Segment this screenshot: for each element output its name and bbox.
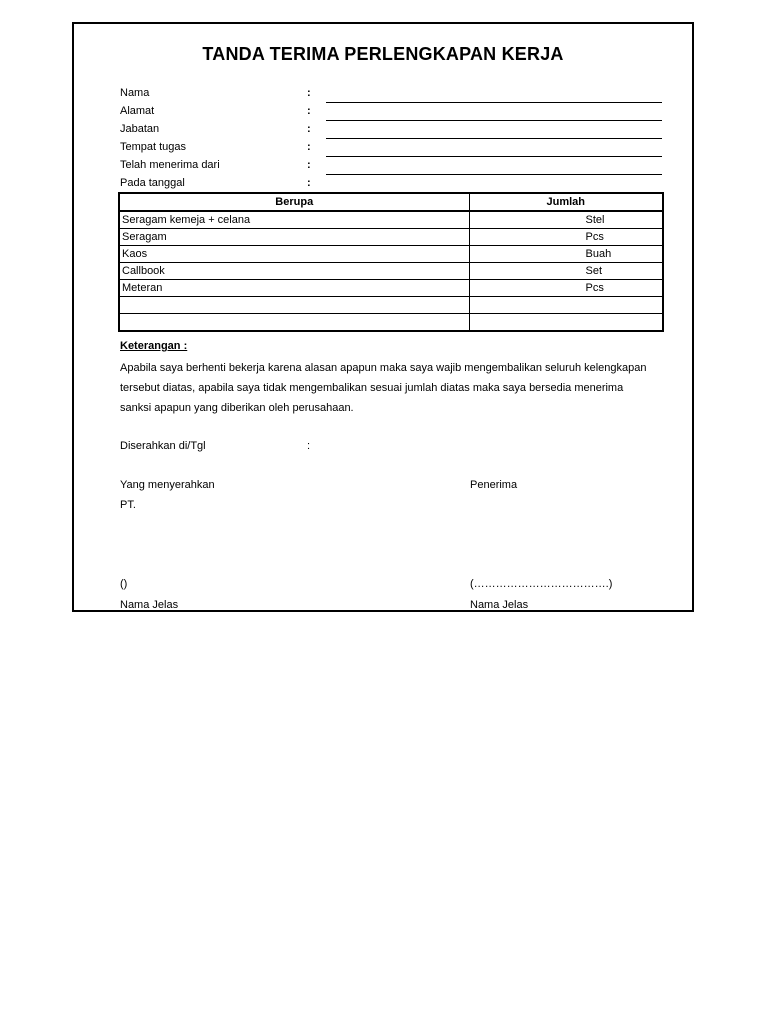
table-row (119, 211, 663, 229)
giver-name-caption: Nama Jelas (120, 599, 179, 611)
field-colon: : (307, 87, 311, 99)
field-colon: : (307, 123, 311, 135)
note-text: Apabila saya berhenti bekerja karena alasan apapun maka saya wajib mengembalikan seluruh kelengkapan tersebut diatas, apabila saya tidak mengembalikan sesuai jumlah diatas maka saya bersedia menerima sanksi apapun yang diberikan oleh perusahaan. (120, 362, 647, 414)
giver-label: Yang menyerahkan (120, 479, 215, 491)
giver-company: PT. (120, 499, 136, 511)
field-label: Pada tanggal (120, 177, 185, 189)
table-row (119, 229, 663, 246)
receiver-name-placeholder[interactable]: (……………………………….) (470, 578, 613, 590)
field-fill-line[interactable] (326, 120, 662, 121)
field-colon: : (307, 141, 311, 153)
note-title: Keterangan : (120, 340, 188, 352)
table-row (119, 280, 663, 297)
table-row (119, 246, 663, 263)
field-label: Telah menerima dari (120, 159, 220, 171)
item-unit[interactable]: Buah (469, 246, 663, 263)
item-name[interactable]: Meteran (119, 280, 469, 297)
item-unit[interactable]: Stel (469, 211, 663, 229)
field-label: Alamat (120, 105, 155, 117)
item-unit[interactable]: Pcs (469, 280, 663, 297)
items-table (118, 192, 664, 332)
table-header-row (119, 193, 663, 211)
receiver-name-caption: Nama Jelas (470, 599, 529, 611)
field-colon: : (307, 105, 311, 117)
receiver-label: Penerima (470, 479, 518, 491)
item-name[interactable]: Kaos (119, 246, 469, 263)
receipt-form (72, 22, 694, 612)
item-name[interactable]: Seragam kemeja + celana (119, 211, 469, 229)
field-label: Jabatan (120, 123, 160, 135)
item-name[interactable]: Callbook (119, 263, 469, 280)
field-fill-line[interactable] (326, 156, 662, 157)
giver-name-placeholder[interactable]: () (120, 578, 128, 590)
field-label: Tempat tugas (120, 141, 187, 153)
table-row-empty (119, 314, 663, 332)
item-unit[interactable] (469, 314, 663, 332)
field-fill-line[interactable] (326, 102, 662, 103)
item-unit[interactable]: Pcs (469, 229, 663, 246)
handover-colon: : (307, 440, 311, 452)
item-unit[interactable]: Set (469, 263, 663, 280)
handover-label: Diserahkan di/Tgl (120, 440, 206, 452)
item-name[interactable] (119, 297, 469, 314)
table-row-empty (119, 297, 663, 314)
header-jumlah: Jumlah (469, 193, 663, 211)
table-row (119, 263, 663, 280)
field-fill-line[interactable] (326, 138, 662, 139)
header-berupa: Berupa (119, 193, 469, 211)
field-colon: : (307, 159, 311, 171)
field-fill-line[interactable] (326, 174, 662, 175)
item-unit[interactable] (469, 297, 663, 314)
field-label: Nama (120, 87, 150, 99)
document-title: TANDA TERIMA PERLENGKAPAN KERJA (202, 44, 564, 64)
item-name[interactable]: Seragam (119, 229, 469, 246)
item-name[interactable] (119, 314, 469, 332)
field-colon: : (307, 177, 311, 189)
